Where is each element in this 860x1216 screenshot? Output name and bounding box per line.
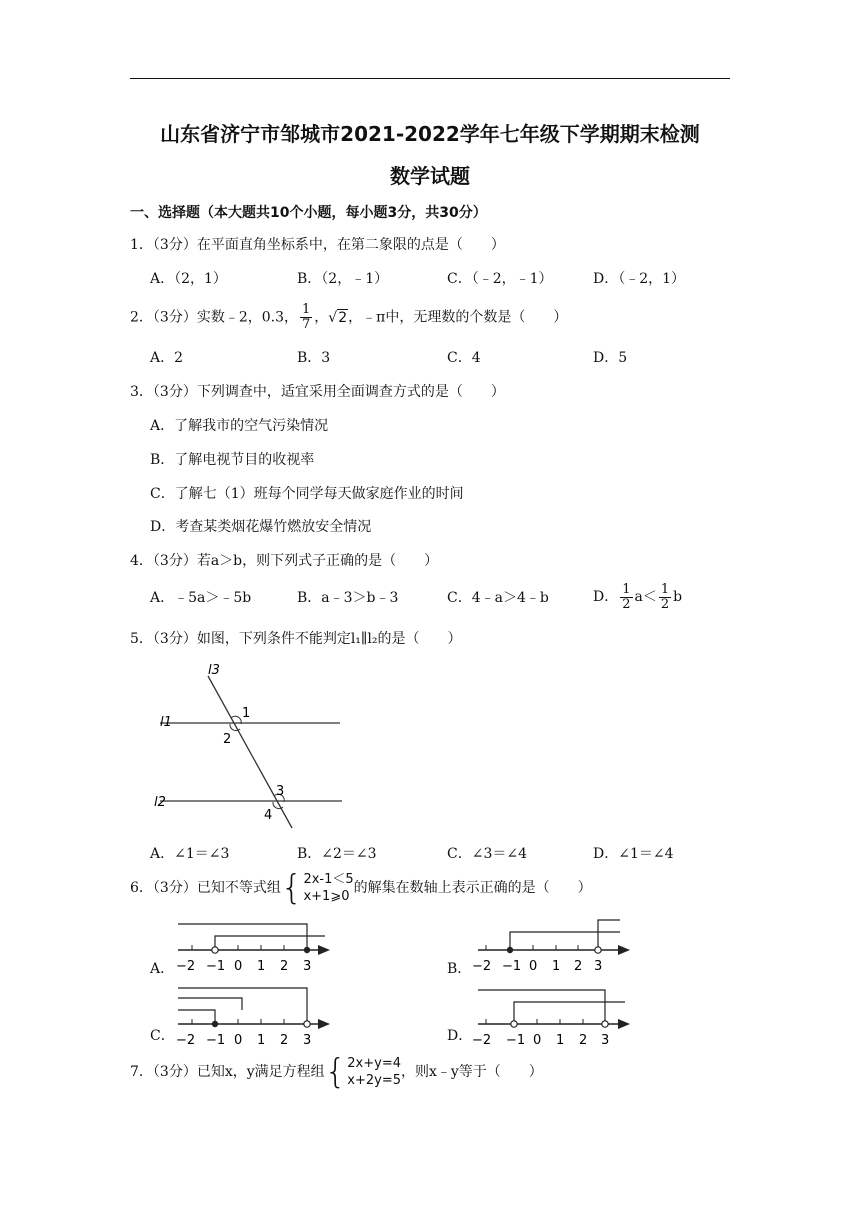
tick-label: −1 xyxy=(506,1033,526,1047)
q5-option-c: C．∠3＝∠4 xyxy=(447,846,527,862)
label-angle-1: 1 xyxy=(242,706,251,721)
q6-option-d-label: D． xyxy=(447,1028,473,1044)
q2-stem xyxy=(130,303,567,332)
q4-optd-end: b xyxy=(673,589,683,605)
q2-sqrt-sign: √ xyxy=(328,309,338,326)
q2-stem-start: 2．（3分）实数﹣2，0.3， xyxy=(130,309,298,326)
tick-label: 1 xyxy=(556,1033,565,1047)
q6-numberline-a xyxy=(170,912,340,977)
page-title: 山东省济宁市邹城市2021-2022学年七年级下学期期末检测 xyxy=(160,122,700,146)
tick-label: 0 xyxy=(533,1033,542,1047)
tick-label: −2 xyxy=(176,959,196,974)
q2-fraction xyxy=(300,303,312,332)
tick-label: −1 xyxy=(206,1033,226,1047)
header-rule xyxy=(130,78,730,79)
q4-optd-frac1-den: 2 xyxy=(622,596,631,612)
label-angle-3: 3 xyxy=(276,784,285,799)
tick-label: −1 xyxy=(206,959,226,974)
label-l3: l3 xyxy=(208,663,220,678)
label-angle-2: 2 xyxy=(223,732,232,747)
tick-label: 0 xyxy=(529,959,538,974)
q4-option-d xyxy=(593,582,682,612)
q3-option-b: B．了解电视节目的收视率 xyxy=(150,452,315,468)
q2-frac-den: 7 xyxy=(302,317,311,332)
tick-label: 1 xyxy=(552,959,561,974)
q2-sep: ， xyxy=(314,309,329,326)
q6-stem-end: 的解集在数轴上表示正确的是（ ） xyxy=(353,880,592,896)
tick-label: 2 xyxy=(280,1033,289,1047)
q5-option-b: B．∠2＝∠3 xyxy=(297,846,377,862)
q7-equation-system: { 2x+y=4 x+2y=5 xyxy=(324,1052,401,1092)
q7-stem xyxy=(130,1052,543,1092)
q6-ineq2: x+1⩾0 xyxy=(303,889,350,904)
tick-label: 3 xyxy=(303,959,312,974)
q2-option-b: B．3 xyxy=(297,350,331,366)
tick-label: 3 xyxy=(303,1033,312,1047)
q1-option-a: A．（2，1） xyxy=(150,271,227,287)
q4-stem: 4．（3分）若a＞b，则下列式子正确的是（ ） xyxy=(130,553,439,569)
page-subtitle: 数学试题 xyxy=(390,164,470,188)
q5-option-a: A．∠1＝∠3 xyxy=(150,846,230,862)
q4-option-c: C．4﹣a＞4﹣b xyxy=(447,590,549,606)
q6-stem-start: 6．（3分）已知不等式组 xyxy=(130,880,281,896)
tick-label: −2 xyxy=(176,1033,196,1047)
q5-stem: 5．（3分）如图，下列条件不能判定l₁∥l₂的是（ ） xyxy=(130,631,462,647)
q6-stem xyxy=(130,868,592,908)
q3-option-a: A．了解我市的空气污染情况 xyxy=(150,418,329,434)
q1-stem: 1．（3分）在平面直角坐标系中，在第二象限的点是（ ） xyxy=(130,237,505,253)
q4-optd-frac2 xyxy=(659,583,671,612)
q2-option-a: A．2 xyxy=(150,350,184,366)
q7-stem-end: ，则x﹣y等于（ ） xyxy=(400,1064,543,1080)
tick-label: 3 xyxy=(601,1033,610,1047)
q2-stem-end: ，﹣π中，无理数的个数是（ ） xyxy=(348,309,568,326)
q4-optd-frac1 xyxy=(620,583,632,612)
q6-option-c-label: C． xyxy=(150,1028,175,1044)
q6-numberline-d xyxy=(470,982,640,1047)
tick-label: 1 xyxy=(257,959,266,974)
tick-label: 2 xyxy=(280,959,289,974)
tick-label: 2 xyxy=(574,959,583,974)
section-heading: 一、选择题（本大题共10个小题，每小题3分，共30分） xyxy=(130,205,487,221)
q4-optd-frac1-num: 1 xyxy=(622,581,631,597)
label-l2: l2 xyxy=(154,795,166,810)
q3-stem: 3．（3分）下列调查中，适宜采用全面调查方式的是（ ） xyxy=(130,384,505,400)
label-l1: l1 xyxy=(160,715,172,730)
q2-frac-num: 1 xyxy=(302,302,311,317)
q2-sqrt-val: 2 xyxy=(338,309,348,326)
tick-label: 3 xyxy=(594,959,603,974)
q2-sqrt xyxy=(328,305,348,331)
tick-label: 2 xyxy=(579,1033,588,1047)
tick-label: 0 xyxy=(234,959,243,974)
q2-option-d: D．5 xyxy=(593,350,628,366)
q5-figure xyxy=(150,656,350,836)
tick-label: 1 xyxy=(257,1033,266,1047)
q4-option-a: A．﹣5a＞﹣5b xyxy=(150,590,252,606)
q6-ineq1: 2x-1＜5 xyxy=(303,872,354,887)
q4-optd-prefix: D． xyxy=(593,589,619,605)
q3-option-c: C．了解七（1）班每个同学每天做家庭作业的时间 xyxy=(150,486,464,502)
tick-label: −1 xyxy=(502,959,522,974)
q6-numberline-c xyxy=(170,982,340,1047)
q7-eq2: x+2y=5 xyxy=(347,1073,401,1088)
q6-inequality-system: { 2x-1＜5 x+1⩾0 xyxy=(280,868,354,908)
q3-option-d: D．考查某类烟花爆竹燃放安全情况 xyxy=(150,519,372,535)
q6-option-b-label: B． xyxy=(447,961,472,977)
q7-eq1: 2x+y=4 xyxy=(347,1056,401,1071)
q1-option-c: C．（﹣2，﹣1） xyxy=(447,271,553,287)
label-angle-4: 4 xyxy=(264,808,273,823)
q1-option-b: B．（2，﹣1） xyxy=(297,271,389,287)
tick-label: −2 xyxy=(472,1033,492,1047)
q6-option-a-label: A． xyxy=(150,961,175,977)
tick-label: −2 xyxy=(472,959,492,974)
q4-optd-frac2-den: 2 xyxy=(660,596,670,612)
q4-optd-frac2-num: 1 xyxy=(660,581,670,597)
q7-stem-start: 7．（3分）已知x，y满足方程组 xyxy=(130,1064,325,1080)
q4-option-b: B．a﹣3＞b﹣3 xyxy=(297,590,399,606)
q6-numberline-b xyxy=(470,912,640,977)
q4-optd-mid: a＜ xyxy=(634,589,657,605)
q2-option-c: C．4 xyxy=(447,350,481,366)
line-l3 xyxy=(208,676,292,828)
q5-option-d: D．∠1＝∠4 xyxy=(593,846,674,862)
q1-option-d: D．（﹣2，1） xyxy=(593,271,686,287)
tick-label: 0 xyxy=(234,1033,243,1047)
